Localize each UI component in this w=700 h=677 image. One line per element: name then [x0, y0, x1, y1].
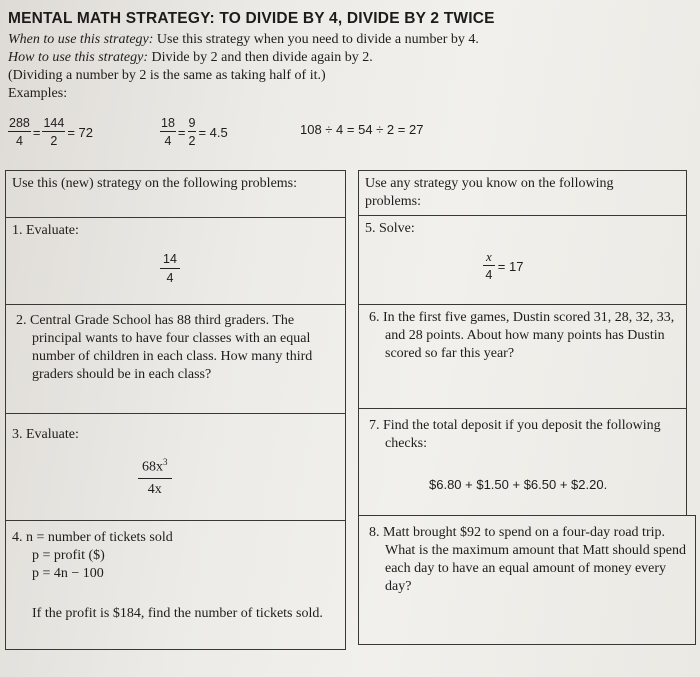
problem-1-denominator: 4 — [166, 271, 174, 285]
problem-7-cell — [358, 408, 687, 516]
example-2-denominator-b: 2 — [188, 134, 196, 148]
problem-3-exponent: 3 — [163, 457, 168, 467]
problem-1-fraction — [160, 252, 180, 285]
example-1-result: = 72 — [67, 124, 93, 140]
problem-5-cell — [358, 215, 687, 305]
strategy-note: (Dividing a number by 2 is the same as taking half of it.) — [8, 68, 326, 83]
example-3: 108 ÷ 4 = 54 ÷ 2 = 27 — [300, 122, 424, 137]
problem-1-expression — [160, 252, 180, 285]
example-1-equals: = — [32, 124, 41, 140]
example-2-equals: = — [177, 124, 186, 140]
problem-3-fraction — [138, 454, 172, 498]
how-to-use-line — [8, 49, 373, 66]
problem-3-denominator: 4x — [147, 481, 162, 497]
worksheet-title: MENTAL MATH STRATEGY: TO DIVIDE BY 4, DIVIDE BY 2 TWICE — [8, 10, 495, 27]
problem-2-text: 2. Central Grade School has 88 third graders. The principal wants to have four classes with an equal number of children in each class. How many third graders should be in each class? — [16, 313, 313, 382]
problem-8-cell — [358, 515, 696, 645]
example-1-fraction-a — [8, 116, 31, 148]
problem-4-line-3: p = 4n − 100 — [32, 566, 104, 581]
problem-1-numerator: 14 — [160, 252, 180, 269]
problem-1-cell — [5, 217, 346, 305]
problem-5-numerator: x — [483, 250, 495, 266]
example-1-denominator-b: 2 — [50, 134, 58, 148]
problem-4-line-4: If the profit is $184, find the number of tickets sold. — [32, 606, 323, 621]
left-header-text: Use this (new) strategy on the following problems: — [12, 176, 298, 191]
right-column-header — [358, 170, 687, 216]
example-2-fraction-a — [160, 116, 176, 148]
example-1-fraction-b — [42, 116, 65, 148]
example-2-numerator-a: 18 — [161, 116, 175, 130]
problem-3-text: 3. Evaluate: — [12, 427, 79, 442]
when-text: Use this strategy when you need to divide a number by 4. — [153, 32, 479, 47]
problem-3-numerator — [138, 454, 172, 479]
problem-5-expression — [483, 250, 523, 282]
problem-3-cell — [5, 413, 346, 521]
example-2 — [160, 116, 228, 148]
example-2-result: = 4.5 — [198, 124, 228, 140]
problem-3-expression — [138, 454, 172, 498]
problem-5-text: 5. Solve: — [365, 221, 415, 236]
problem-4-line-2: p = profit ($) — [32, 548, 105, 563]
problem-2-cell — [5, 304, 346, 414]
when-label: When to use this strategy: — [8, 32, 154, 47]
problem-8-text: 8. Matt brought $92 to spend on a four-day road trip. What is the maximum amount that Matt should spend each day to have an equal amount of money every day? — [369, 525, 686, 594]
problem-5-rhs: = 17 — [497, 258, 524, 274]
problem-4-cell — [5, 520, 346, 650]
problem-4-line-1: 4. n = number of tickets sold — [12, 530, 173, 545]
problem-6-cell — [358, 304, 687, 409]
example-2-fraction-b — [188, 116, 197, 148]
example-2-denominator-a: 4 — [164, 134, 172, 148]
example-2-numerator-b: 9 — [188, 116, 196, 130]
example-1 — [8, 116, 93, 148]
problem-6-text: 6. In the first five games, Dustin scored 31, 28, 32, 33, and 28 points. About how many points has Dustin scored so far this year? — [369, 310, 675, 361]
problem-1-text: 1. Evaluate: — [12, 223, 79, 238]
how-text: Divide by 2 and then divide again by 2. — [148, 50, 373, 65]
problem-5-denominator: 4 — [485, 268, 493, 282]
examples-label: Examples: — [8, 86, 68, 101]
problem-7-text: 7. Find the total deposit if you deposit the following checks: — [369, 418, 661, 451]
example-1-numerator-a: 288 — [9, 116, 30, 130]
example-1-denominator-a: 4 — [15, 134, 23, 148]
how-label: How to use this strategy: — [8, 50, 148, 65]
right-header-text: Use any strategy you know on the following problems: — [365, 176, 614, 209]
problem-5-fraction — [483, 250, 495, 282]
example-1-numerator-b: 144 — [43, 116, 65, 130]
left-column-header — [5, 170, 346, 218]
problem-7-sum: $6.80 + $1.50 + $6.50 + $2.20. — [429, 477, 608, 492]
when-to-use-line — [8, 31, 479, 48]
problem-3-numerator-base: 68x — [142, 459, 163, 475]
